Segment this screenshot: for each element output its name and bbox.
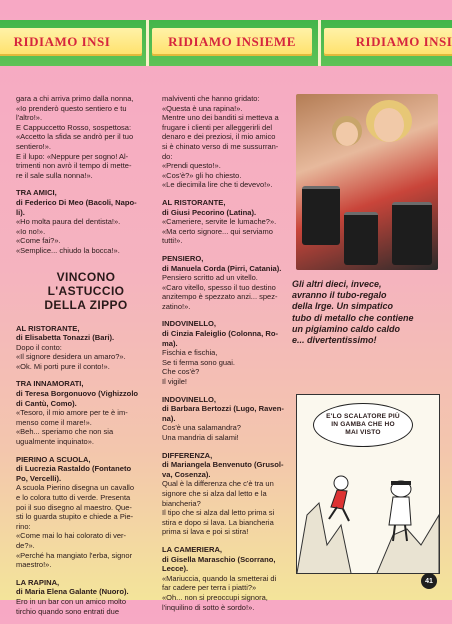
joke-line: «Caro vitello, spesso il tuo destino [162,282,276,292]
climber-figure [329,476,349,521]
joke-author: Po, Vercelli). [16,473,62,483]
joke-author: di Manuela Corda (Pirri, Catania). [162,263,282,273]
joke-line: «Beh... speriamo che non sia [16,427,114,437]
joke-line: «Ho molta paura del dentista!». [16,217,121,227]
joke-line: «Cameriere, servite le lumache?». [162,217,277,227]
joke-block [162,319,290,386]
text-line: gara a chi arriva primo dalla nonna, [16,94,134,103]
joke-line: stira e dopo si lava. La biancheria [162,517,274,527]
joke-line: far cadere per terra i piatti?» [162,583,257,593]
text-line: denaro e dei preziosi, il mio amico [162,132,276,142]
joke-line: Dopo il conto: [16,342,62,352]
banner-divider [146,20,149,66]
joke-author: di Federico Di Meo (Bacoli, Napo- [16,197,137,207]
joke-author: di Lucrezia Rastaldo (Fontaneto [16,464,132,474]
joke-line: Che cos'è? [162,367,200,377]
text-line: «Le diecimila lire che ti devevo!». [162,180,273,190]
text-line: malviventi che hanno gridato: [162,94,260,103]
joke-author: li). [16,207,25,217]
cartoon-panel [296,394,440,574]
joke-line: sti lo guarda stupito e chiede a Pie- [16,512,134,522]
joke-author: va, Cosenza). [162,469,211,479]
joke-line: A scuola Pierino disegna un cavallo [16,483,134,493]
caption-line: della Irge. Un simpatico [292,301,394,312]
joke-title: INDOVINELLO, [162,319,217,329]
section-title-line: L'ASTUCCIO [47,283,125,298]
page-number: 41 [421,573,437,589]
product-tube [344,212,378,265]
cartoon-drawing [297,395,439,573]
joke-line: «Mariuccia, quando la smetterai di [162,573,277,583]
joke-line: rino: [16,521,31,531]
joke-author: di Barbara Bertozzi (Lugo, Raven- [162,404,284,414]
joke-line: e lo colora tutto di verde. Presenta [16,493,131,502]
intro-text [16,94,156,180]
child-face-shape [336,122,358,146]
joke-author: di Teresa Borgonuovo (Vighizzolo [16,389,139,399]
joke-title: PENSIERO, [162,253,204,263]
intro-text [162,94,290,190]
joke-author: ma). [162,338,178,348]
joke-line: «Io no!». [16,226,46,236]
joke-author: Lecce). [162,564,189,574]
prize-photo [296,94,438,270]
caption-line: e... divertentissimo! [292,335,377,346]
joke-line: Qual è la differenza che c'è tra un [162,479,274,489]
joke-author: di Gisella Maraschio (Scorrano, [162,554,276,564]
joke-title: AL RISTORANTE, [162,197,226,207]
joke-line: biancheria? [162,498,201,508]
text-line: E il lupo: «Neppure per sogno! Al- [16,151,129,161]
caption-line: avranno il tubo-regalo [292,290,387,301]
joke-line: Il vigile! [162,377,188,387]
bubble-line: IN GAMBA CHE HO [331,421,395,428]
joke-line: «Oh... non si preoccupi signora, [162,592,268,602]
joke-line: Cos'è una salamandra? [162,423,241,433]
joke-line: Pensiero scritto ad un vitello. [162,273,258,283]
joke-block [162,451,290,537]
joke-line: «Semplice... chiudo la bocca!». [16,245,120,255]
joke-author: na). [162,413,176,423]
joke-block [16,455,156,570]
banner-label: RIDIAMO INSIEME [152,28,312,56]
joke-block [16,324,156,372]
joke-block [16,188,156,255]
joke-line: Il tipo che si alza dal letto prima si [162,508,275,518]
joke-author: di Mariangela Benvenuto (Grusol- [162,460,284,470]
caption-line: tubo di metallo che contiene [292,312,414,323]
joke-line: Se ti ferma sono guai. [162,357,235,367]
joke-line: «Il signore desidera un amaro?». [16,352,126,362]
joke-line: «Tesoro, il mio amore per te è im- [16,408,128,418]
text-line: sentiero!». [16,141,52,151]
joke-line: signore che si alza dal letto e la [162,488,267,498]
bubble-line: E'LO SCALATORE PIÙ [326,413,400,420]
joke-block [162,395,290,443]
text-line: «Prendi questo!». [162,161,221,171]
banner-divider [318,20,321,66]
text-line: «Cos'è?» gli ho chiesto. [162,170,242,180]
text-line: E Cappuccetto Rosso, sospettosa: [16,122,132,132]
caption-line: un pigiamino caldo caldo [292,323,401,334]
text-line: do: [162,151,173,161]
joke-title: TRA AMICI, [16,188,57,198]
joke-line: «Come fai?». [16,236,61,246]
text-line: si è chinato verso di me sussurran- [162,141,279,151]
caption-line: Gli altri dieci, invece, [292,279,382,289]
joke-line: zatino!». [162,301,191,311]
joke-line: Una mandria di salami! [162,433,239,442]
product-tube [302,186,340,245]
joke-author: di Cinzia Faleiglio (Colonna, Ro- [162,329,279,339]
joke-title: PIERINO A SCUOLA, [16,454,91,464]
joke-block [16,379,156,446]
joke-title: TRA INNAMORATI, [16,379,84,389]
joke-line: menso come il mare!». [16,417,92,427]
text-line: re il sale sulla nonna!». [16,170,93,180]
joke-line: ugualmente inquinato». [16,437,94,447]
joke-line: prima si lava e poi si stira! [162,527,249,537]
banner-label: RIDIAMO INSI [324,28,452,56]
joke-author: di Cantù, Como). [16,398,77,408]
joke-line: Fischia e fischia, [162,348,218,358]
joke-line: anzitempo è spezzato anzi... spez- [162,292,278,302]
joke-line: «Ok. Mi porti pure il conto!». [16,361,110,371]
photo-caption [292,279,444,346]
joke-author: di Giusi Pecorino (Latina). [162,207,257,217]
joke-author: di Elisabetta Tonazzi (Bari). [16,333,115,343]
text-line: Mentre uno dei banditi si metteva a [162,113,279,123]
joke-block [16,578,156,616]
joke-line: l'inquilino di sotto è sordo!». [162,602,255,612]
joke-line: «Come mai lo hai colorato di ver- [16,531,127,541]
joke-line: Ero in un bar con un amico molto [16,596,127,606]
joke-title: DIFFERENZA, [162,450,213,460]
face-shape [374,108,404,142]
joke-title: LA RAPINA, [16,577,60,587]
header-banner [0,20,452,66]
text-line: «Questa è una rapina!». [162,103,243,113]
joke-block [162,545,290,612]
section-title-line: VINCONO [56,269,116,284]
joke-block [162,254,290,312]
banner-label: RIDIAMO INSI [0,28,142,56]
bubble-line: MAI VISTO [345,429,381,436]
joke-line: de?». [16,540,35,550]
product-tube [392,202,432,265]
text-line: «Io prenderò questo sentiero e tu [16,103,127,113]
section-title-line: DELLA ZIPPO [44,297,128,312]
joke-title: INDOVINELLO, [162,394,217,404]
joke-title: AL RISTORANTE, [16,323,80,333]
section-title [16,270,156,312]
text-line: trimenti non avrò il tempo di mette- [16,161,132,171]
joke-line: «Perché ha mangiato l'erba, signor [16,550,133,560]
joke-line: tutti!». [162,236,183,246]
joke-line: «Ma certo signore... qui serviamo [162,226,273,236]
joke-line: tirchio quando sono entrati due [16,606,119,616]
text-line: frugare i clienti per alleggerirli del [162,122,273,132]
text-line: l'altro!». [16,113,43,123]
text-line: «Accetto la sfida se andrò per il tuo [16,132,134,142]
joke-line: poi il suo disegno al maestro. Que- [16,502,132,512]
column-left [16,94,156,624]
joke-block [162,198,290,246]
column-middle [162,94,290,620]
joke-author: di Maria Elena Galante (Nuoro). [16,587,129,597]
joke-title: LA CAMERIERA, [162,544,223,554]
joke-line: maestro!». [16,560,52,570]
